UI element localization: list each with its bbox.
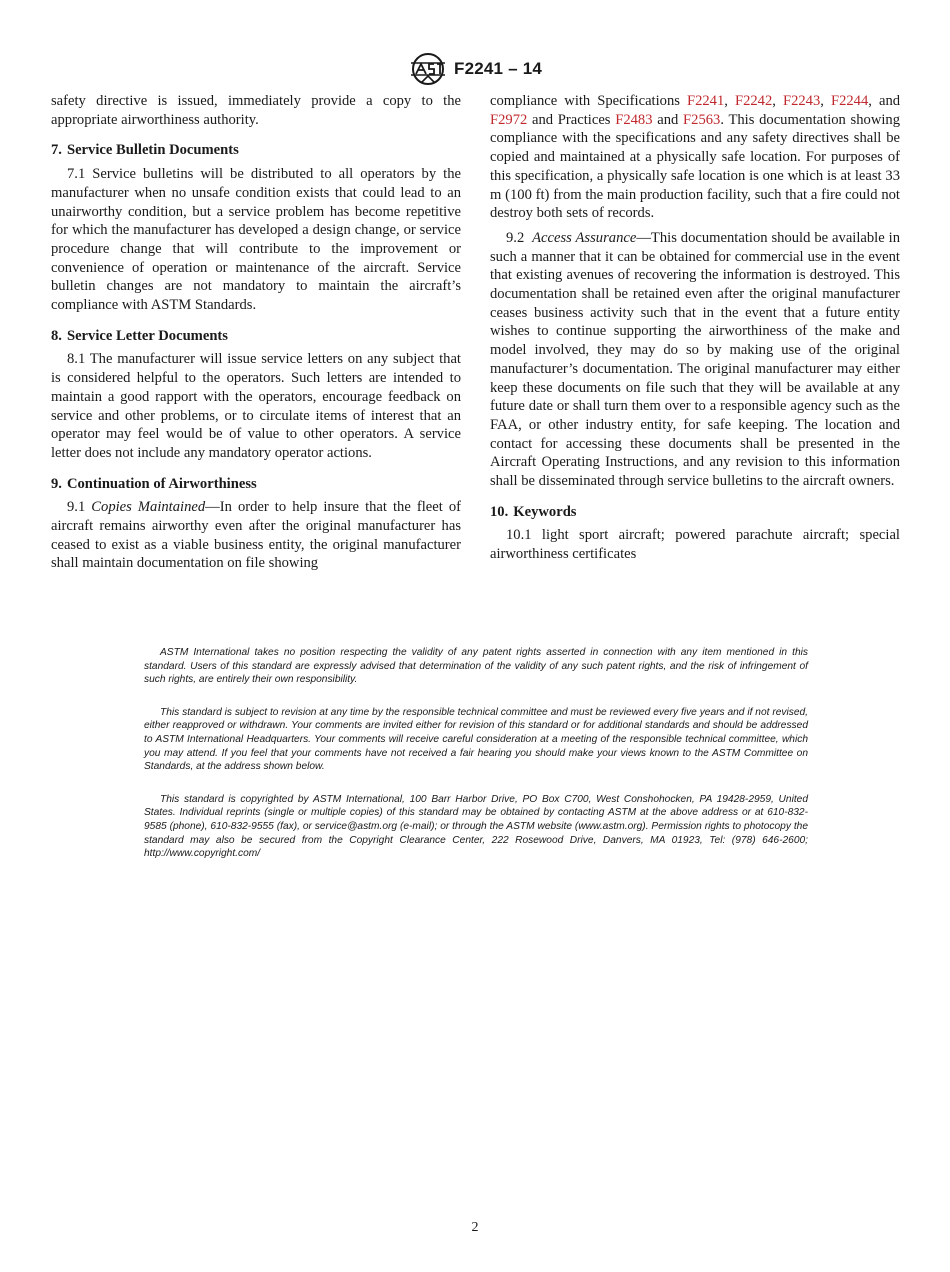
section-8-title: Service Letter Documents	[66, 327, 228, 344]
text-fragment: . This documentation showing compliance with the specifications and any safety directives shall be copied and maintained at a physically safe location. For purposes of this specification, a physically safe location is one which is at least 33 m (100 ft) from the main production facility, such that a fire could not destroy both sets of records.	[490, 111, 901, 222]
section-10-heading	[490, 503, 900, 522]
section-7-title: Service Bulletin Documents	[66, 142, 239, 159]
paragraph-9-2	[490, 229, 900, 491]
ref-link-f2244[interactable]: F2244	[830, 93, 869, 109]
standard-designation: F2241 – 14	[453, 59, 542, 78]
continuation-paragraph: safety directive is issued, immediately provide a copy to the appropriate airworthiness authority.	[51, 93, 461, 128]
section-7-heading	[51, 141, 461, 160]
text-fragment: compliance with Specifications	[490, 93, 680, 109]
paragraph-9-1-continued: compliance with Specifications F2241, F2242, F2243, F2244, and F2972 and Practices F2483 and F2563. This documentation showing compliance with the specifications and any safety directives shall be copied and maintained at a physically safe location. For purposes of this specification, a physically safe location is one which is at least 33 m (100 ft) from the main production facility, such that a fire could not destroy both sets of records.	[490, 93, 901, 222]
ref-link-f2241[interactable]: F2241	[686, 93, 725, 109]
ref-link-f2483[interactable]: F2483	[615, 111, 653, 128]
ref-link-f2242[interactable]: F2242	[734, 93, 773, 109]
text-fragment: and Practices	[532, 111, 611, 128]
legal-notices	[144, 646, 808, 880]
left-column	[51, 92, 461, 573]
paragraph-7-1: 7.1 Service bulletins will be distributed to all operators by the manufacturer when no unsafe condition exists that could lead to an unairworthy condition, but a service problem has become repetitive for which the manufacturer has developed a design change, or service procedure change that will contribute to the improvement or convenience of operation or maintenance of the aircraft. Service bulletin changes are not mandatory to maintain the aircraft’s compliance with ASTM Standards.	[51, 166, 461, 314]
section-9-number: 9.	[51, 475, 62, 492]
text-fragment: and	[657, 111, 679, 128]
right-column	[490, 92, 900, 564]
ref-link-f2563[interactable]: F2563	[683, 111, 721, 128]
paragraph-9-1-term: Copies Maintained	[91, 499, 206, 516]
paragraph-8-1: 8.1 The manufacturer will issue service letters on any subject that is considered helpful to the operators. Such letters are intended to maintain a good rapport with the operators, encourage feedback on service and other problems, or to circulate items of interest that an operator may feel would be of value to other operators. A service letter does not include any mandatory operator actions.	[51, 351, 461, 461]
section-7-number: 7.	[51, 142, 62, 159]
page-number: 2	[471, 1220, 479, 1235]
section-8-heading	[51, 327, 461, 346]
paragraph-9-1-number: 9.1	[67, 499, 86, 516]
copyright-notice: This standard is copyrighted by ASTM International, 100 Barr Harbor Drive, PO Box C700, West Conshohocken, PA 19428-2959, United States. Individual reprints (single or multiple copies) of this standard may be obtained by contacting ASTM at the above address or at 610-832-9585 (phone), 610-832-9555 (fax), or service@astm.org (e-mail); or through the ASTM website (www.astm.org). Permission rights to photocopy the standard may also be secured from the Copyright Clearance Center, 222 Rosewood Drive, Danvers, MA 01923, Tel: (978) 646-2600; http://www.copyright.com/	[144, 793, 808, 860]
ref-link-f2243[interactable]: F2243	[782, 93, 821, 109]
section-9-heading	[51, 475, 461, 494]
ref-link-f2972[interactable]: F2972	[490, 111, 528, 128]
text-fragment: and	[878, 93, 901, 109]
page-header	[0, 52, 950, 86]
paragraph-9-1	[51, 498, 461, 573]
section-10-number: 10.	[490, 503, 509, 520]
paragraph-9-1-text: —In order to help insure that the fleet of aircraft remains airworthy even after the original manufacturer has ceased to exist as a viable business entity, the original manufacturer shall maintain documentation on file showing	[51, 499, 461, 572]
paragraph-9-2-term: Access Assurance	[532, 229, 637, 246]
revision-notice: This standard is subject to revision at any time by the responsible technical committee and must be reviewed every five years and if not revised, either reapproved or withdrawn. Your comments are invited either for revision of this standard or for additional standards and should be addressed to ASTM International Headquarters. Your comments will receive careful consideration at a meeting of the responsible technical committee, which you may attend. If you feel that your comments have not received a fair hearing you should make your views known to the ASTM Committee on Standards, at the address shown below.	[144, 706, 808, 773]
section-9-title: Continuation of Airworthiness	[66, 475, 257, 492]
paragraph-9-2-number: 9.2	[506, 229, 525, 246]
paragraph-10-1: 10.1 light sport aircraft; powered parachute aircraft; special airworthiness certificates	[490, 527, 900, 563]
section-10-title: Keywords	[513, 503, 577, 520]
astm-logo-icon	[408, 52, 448, 86]
patent-notice: ASTM International takes no position respecting the validity of any patent rights asserted in connection with any item mentioned in this standard. Users of this standard are expressly advised that determination of the validity of any such patent rights, and the risk of infringement of such rights, are entirely their own responsibility.	[144, 647, 808, 686]
section-8-number: 8.	[51, 327, 62, 344]
paragraph-9-2-text: —This documentation should be available in such a manner that it can be obtained for commercial use in the event that existing avenues of recovering the information is destroyed. This documentation shall be retained even after the original manufacturer ceases business activity such that in the event that a future entity wishes to continue supporting the airworthiness of the make and model involved, they may do so by making use of the original manufacturer’s documentation. The original manufacturer may either keep these documents on file such that they will be available at any future date or shall turn them over to a responsible agency such as the FAA, or other industry entity, for safe keeping. The location and contact for accessing these documents shall be presented in the Aircraft Operating Instructions, and any revision to this information shall be disseminated through service bulletins to the aircraft owners.	[490, 229, 901, 490]
